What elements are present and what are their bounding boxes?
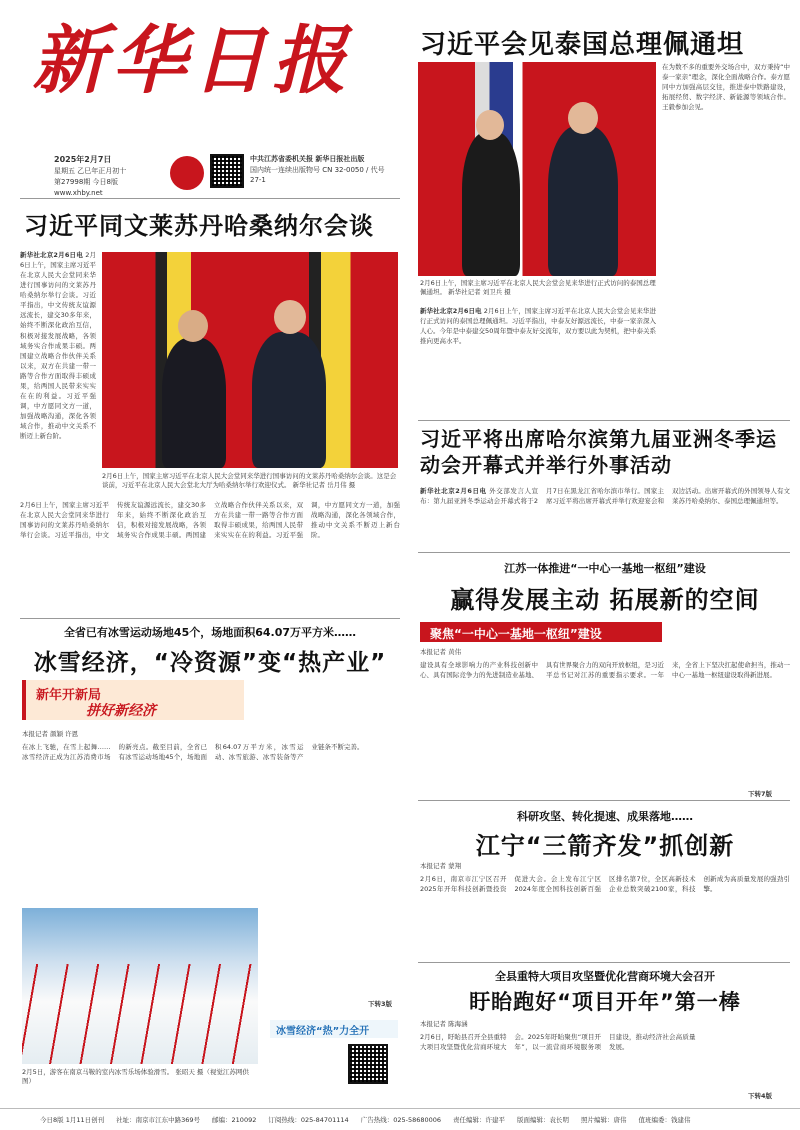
xuyi-body: 2月6日，盱眙县召开全县重特大项目攻坚暨优化营商环境大会。2025年盱眙聚焦“项目开年”，以一流营商环境服务项目建设，推动经济社会高质量发展。 [420, 1033, 696, 1052]
masthead-website[interactable]: www.xhby.net [54, 189, 103, 197]
divider [20, 618, 400, 619]
lead2-dateline: 新华社北京2月6日电 [420, 307, 482, 315]
footer-item: 版面编辑：袁长明 [517, 1116, 570, 1124]
footer-item: 广告热线：025-58680006 [360, 1116, 442, 1124]
xuyi-byline: 本报记者 陈海涵 [420, 1020, 468, 1028]
province-byline: 本报记者 黄伟 [420, 648, 462, 656]
masthead-cn-number: 国内统一连续出版物号 CN 32-0050 / 代号 27-1 [250, 165, 385, 184]
divider [418, 962, 790, 963]
footer-item: 今日8版 1月11日创刊 [40, 1116, 105, 1124]
province-goto[interactable]: 下转7版 [748, 790, 773, 798]
footer-item: 值班编委：钱建伟 [638, 1116, 691, 1124]
ice-byline: 本报记者 颜颖 许恩 [22, 730, 79, 738]
province-headline: 赢得发展主动 拓展新的空间 [450, 586, 760, 614]
divider [20, 198, 400, 199]
footer-item: 照片编辑：唐伟 [581, 1116, 627, 1124]
lead2-body [420, 306, 656, 416]
jiangning-body: 2月6日，南京市江宁区召开2025年开年科技创新暨投资促进大会。会上发布江宁区2024年度全国科技创新百强区排名第7位，全区高新技术企业总数突破2100家，科技创新成为高质量发展的强劲引擎。 [420, 875, 790, 894]
ice-caption: 2月5日，游客在南京马鞍的室内冰雪乐场体验滑雪。 张昭天 摄（视觉江苏网供图） [22, 1068, 249, 1086]
masthead-meta-row [54, 154, 394, 190]
xi-figure [548, 126, 618, 276]
qr-code-icon [210, 154, 244, 188]
xuyi-goto[interactable]: 下转4版 [748, 1092, 773, 1100]
lead1-headline: 习近平同文莱苏丹哈桑纳尔会谈 [24, 212, 374, 240]
province-banner: 聚焦“一中心一基地一枢纽”建设 [420, 622, 662, 642]
lead2-photo [418, 62, 656, 276]
divider [418, 420, 790, 421]
xuyi-headline: 盱眙跑好“项目开年”第一棒 [469, 990, 741, 1014]
masthead-issue: 第27998期 今日8版 [54, 177, 118, 186]
lead3-dateline: 新华社北京2月6日电 [420, 487, 487, 495]
ice-goto[interactable]: 下转3版 [368, 1000, 393, 1008]
lead2-body-text: 2月6日上午，国家主席习近平在北京人民大会堂会见来华进行正式访问的泰国总理佩通坦。习近平指出，中泰友好源远流长，中泰一家亲深入人心。今年是中泰建交50周年暨中泰友好交流年，双方要以此为契机，把中泰关系推向更高水平。 [420, 307, 656, 346]
lead2-right-column: 在为数不多的重要外交场合中，双方秉持“中泰一家亲”理念，深化全面战略合作。泰方愿同中方加强高层交往，推进泰中铁路建设，拓展经贸、数字经济、新能源等领域合作。王毅参加会见。 [662, 63, 790, 112]
lead1-photo [102, 252, 398, 468]
lead2-caption: 2月6日上午，国家主席习近平在北京人民大会堂会见来华进行正式访问的泰国总理佩通坦。 新华社记者 刘卫兵 摄 [420, 279, 656, 297]
masthead-date-block [54, 154, 164, 187]
masthead-title: 新华日报 [32, 18, 352, 104]
ice-body: 在冰上飞驰，在雪上起舞……冰雪经济正成为江苏消费市场的新亮点。截至目前，全省已有冰雪运动场地45个，场地面积64.07万平方米，冰雪运动、冰雪旅游、冰雪装备等产业链条不断完善。 [22, 743, 364, 762]
lead3-headline: 习近平将出席哈尔滨第九届亚洲冬季运动会开幕式并举行外事活动 [420, 427, 777, 478]
footer-item: 责任编辑：许建平 [453, 1116, 506, 1124]
ice-headline: 冰雪经济，“冷资源”变“热产业” [33, 650, 387, 676]
xi-head [274, 300, 306, 334]
province-kicker: 江苏一体推进“一中心一基地一枢纽”建设 [504, 562, 706, 575]
lead1-caption: 2月6日上午，国家主席习近平在北京人民大会堂同来华进行国事访问的文莱苏丹哈桑纳尔会谈。这是会谈前，习近平在北京人民大会堂北大厅为哈桑纳尔举行欢迎仪式。 新华社记者 岳月伟 摄 [102, 472, 397, 490]
xi-head [568, 102, 598, 134]
thai-pm-figure [462, 132, 520, 276]
sultan-figure [162, 338, 226, 468]
lead1-body-text: 2月6日上午，国家主席习近平在北京人民大会堂同来华进行国事访问的文莱苏丹哈桑纳尔举行会谈。习近平指出，中文传统友谊源远流长，建交30多年来，始终不断深化政治互信，积极对接发展战略，各领域务实合作成果丰硕。两国建立战略合作伙伴关系以来，双方在共建一带一路等合作方面取得丰硕成果，给两国人民带来实实在在的利益。习近平强调，中方愿同文方一道，加强战略沟通，深化各领域合作，推动中文关系不断迈上新台阶。 [20, 251, 96, 441]
qr-code-icon[interactable] [348, 1044, 388, 1084]
xi-figure [252, 332, 326, 468]
masthead-publisher-block [250, 154, 390, 186]
page-footer [0, 1108, 800, 1130]
lead1-continued-body: 2月6日上午，国家主席习近平在北京人民大会堂同来华进行国事访问的文莱苏丹哈桑纳尔举行会谈。习近平指出，中文传统友谊源远流长，建交30多年来，始终不断深化政治互信，积极对接发展战略，各领域务实合作成果丰硕。两国建立战略合作伙伴关系以来，双方在共建一带一路等合作方面取得丰硕成果，给两国人民带来实实在在的利益。习近平强调，中方愿同文方一道，加强战略沟通，深化各领域合作，推动中文关系不断迈上新台阶。 [20, 501, 400, 540]
promo-line2: 拼好新经济 [86, 703, 156, 719]
promo-line1: 新年开新局 [36, 688, 102, 703]
lead3-body [420, 486, 790, 546]
jiangning-kicker: 科研攻坚、转化提速、成果落地…… [517, 810, 693, 823]
ski-lanes [22, 964, 258, 1064]
footer-item: 邮编：210092 [212, 1116, 257, 1124]
ice-kicker: 全省已有冰雪运动场地45个，场地面积64.07万平方米…… [63, 626, 357, 639]
ice-photo [22, 908, 258, 1064]
sultan-head [178, 310, 208, 342]
lead2-headline: 习近平会见泰国总理佩通坦 [420, 30, 745, 60]
masthead-weekday: 星期五 乙巳年正月初十 [54, 167, 127, 175]
footer-item: 社址：南京市江东中路369号 [116, 1116, 201, 1124]
ice-promo-banner [22, 680, 244, 720]
lead1-lead-column [20, 250, 96, 496]
divider [418, 800, 790, 801]
masthead-date: 2025年2月7日 [54, 155, 112, 164]
masthead [14, 14, 385, 197]
masthead-publisher: 中共江苏省委机关报 新华日报社出版 [250, 155, 365, 163]
lead1-dateline: 新华社北京2月6日电 [20, 251, 83, 259]
ice-app-label[interactable]: 冰雪经济“热”力全开 [270, 1020, 398, 1038]
xuyi-kicker: 全县重特大项目攻坚暨优化营商环境大会召开 [495, 970, 715, 983]
jiangning-byline: 本报记者 蒙翔 [420, 862, 462, 870]
lead3-body-text: 外交部发言人宣布：第九届亚洲冬季运动会开幕式将于2月7日在黑龙江省哈尔滨市举行。国家主席习近平将出席开幕式并举行欢迎宴会和双边活动。出席开幕式的外国领导人有文莱苏丹哈桑纳尔、泰国总理佩通坦等。 [420, 487, 790, 506]
province-body: 建设具有全球影响力的产业科技创新中心、具有国际竞争力的先进制造业基地、具有世界聚合力的双向开放枢纽，是习近平总书记对江苏的重要指示要求。一年来，全省上下坚决扛起使命担当，推动一中心一基地一枢纽建设取得新进展。 [420, 661, 790, 680]
divider [418, 552, 790, 553]
jiangning-headline: 江宁“三箭齐发”抓创新 [475, 832, 735, 860]
footer-item: 订阅热线：025-84701114 [268, 1116, 349, 1124]
thai-pm-head [476, 110, 504, 140]
emblem-icon [170, 156, 204, 190]
